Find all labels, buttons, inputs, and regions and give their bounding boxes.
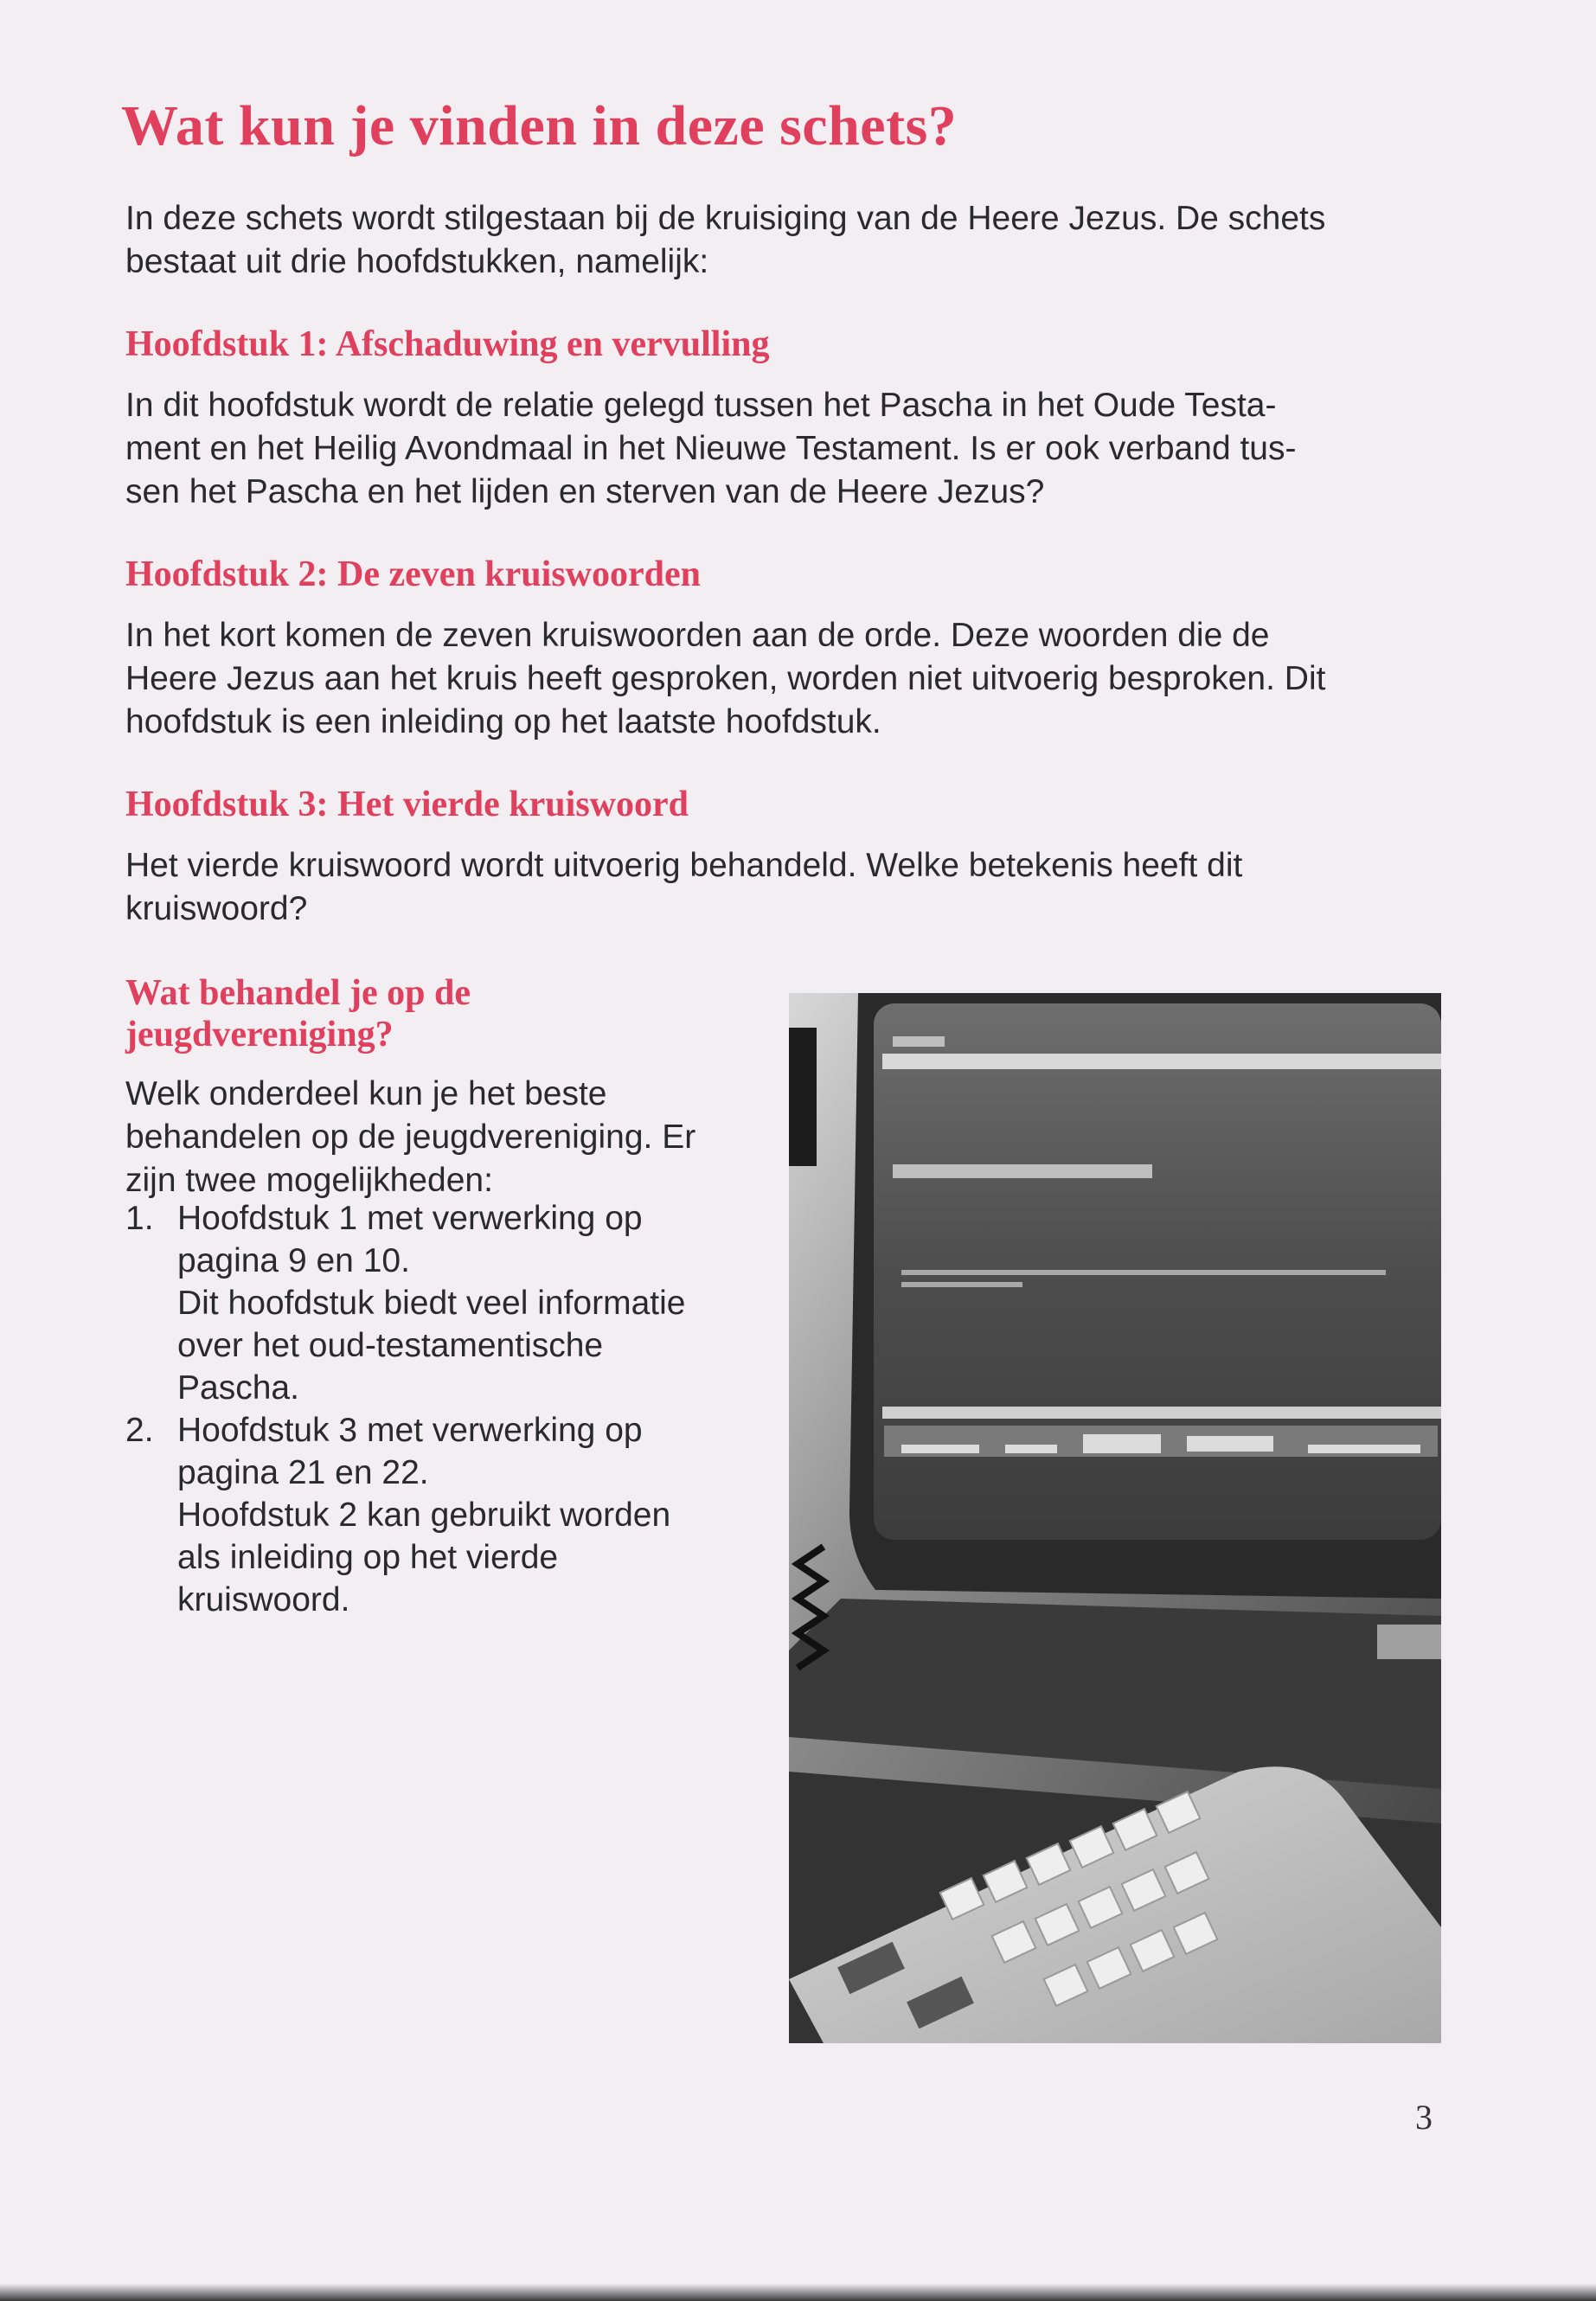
text-line: bestaat uit drie hoofdstukken, namelijk: [125, 243, 709, 280]
text-line: Heere Jezus aan het kruis heeft gesproken, worden niet uitvoerig besproken. Dit [125, 660, 1326, 697]
text-line: ment en het Heilig Avondmaal in het Nieuwe Testament. Is er ook verband tus- [125, 430, 1297, 467]
text-line: In het kort komen de zeven kruiswoorden aan de orde. Deze woorden die de [125, 617, 1270, 654]
screen-label [893, 1036, 945, 1047]
text-line: Dit hoofdstuk biedt veel informatie [177, 1285, 686, 1322]
computer-illustration [789, 993, 1441, 2043]
text-line: behandelen op de jeugdvereniging. Er [125, 1118, 696, 1156]
screen-footer-bar [882, 1407, 1441, 1419]
heading-line: jeugdvereniging? [125, 1015, 394, 1054]
screen-text-line [901, 1282, 1022, 1287]
computer-photo [789, 993, 1441, 2043]
text-line: In deze schets wordt stilgestaan bij de kruisiging van de Heere Jezus. De schets [125, 200, 1326, 237]
screen-key-label [1308, 1445, 1420, 1453]
screen-key-label [1005, 1445, 1057, 1453]
text-line: kruiswoord? [125, 890, 308, 927]
chapter-2-paragraph [125, 614, 1423, 744]
text-line: kruiswoord. [177, 1581, 350, 1618]
chapter-3-paragraph [125, 844, 1423, 931]
intro-paragraph [125, 197, 1423, 284]
chapter-1-paragraph [125, 384, 1423, 514]
text-line: Welk onderdeel kun je het beste [125, 1075, 607, 1112]
text-line: Pascha. [177, 1369, 299, 1407]
text-line: Hoofdstuk 3 met verwerking op [177, 1412, 643, 1449]
screen-key-label [901, 1445, 979, 1453]
chapter-3-heading: Hoofdstuk 3: Het vierde kruiswoord [125, 785, 689, 824]
list-item [125, 1409, 685, 1621]
page-number: 3 [1415, 2098, 1433, 2137]
screen-highlight-bar [893, 1164, 1152, 1178]
youth-heading [125, 972, 471, 1055]
chapter-1-heading: Hoofdstuk 1: Afschaduwing en vervulling [125, 324, 770, 364]
screen-key-label [1187, 1436, 1273, 1452]
youth-intro [125, 1073, 766, 1202]
brand-label [1377, 1625, 1441, 1659]
text-line: pagina 9 en 10. [177, 1242, 410, 1279]
text-line: hoofdstuk is een inleiding op het laatste hoofdstuk. [125, 703, 881, 740]
list-number: 1. [125, 1200, 154, 1237]
text-line: als inleiding op het vierde [177, 1539, 559, 1576]
list-item [125, 1197, 685, 1409]
chapter-2-heading: Hoofdstuk 2: De zeven kruiswoorden [125, 554, 702, 594]
screen-key-label [1083, 1434, 1161, 1453]
screen-text-line [901, 1270, 1386, 1275]
heading-line: Wat behandel je op de [125, 973, 471, 1013]
text-line: Hoofdstuk 2 kan gebruikt worden [177, 1497, 671, 1534]
page-title: Wat kun je vinden in deze schets? [121, 94, 958, 157]
text-line: pagina 21 en 22. [177, 1454, 429, 1491]
text-line: Hoofdstuk 1 met verwerking op [177, 1200, 643, 1237]
text-line: sen het Pascha en het lijden en sterven van de Heere Jezus? [125, 473, 1045, 510]
text-line: zijn twee mogelijkheden: [125, 1162, 493, 1199]
side-panel [789, 1028, 817, 1166]
options-list [125, 1197, 685, 1621]
list-number: 2. [125, 1412, 154, 1449]
text-line: over het oud-testamentische [177, 1327, 604, 1364]
page-bottom-edge [0, 2284, 1596, 2301]
text-line: In dit hoofdstuk wordt de relatie gelegd tussen het Pascha in het Oude Testa- [125, 387, 1277, 424]
screen-header-bar [882, 1054, 1441, 1069]
text-line: Het vierde kruiswoord wordt uitvoerig behandeld. Welke betekenis heeft dit [125, 847, 1243, 884]
